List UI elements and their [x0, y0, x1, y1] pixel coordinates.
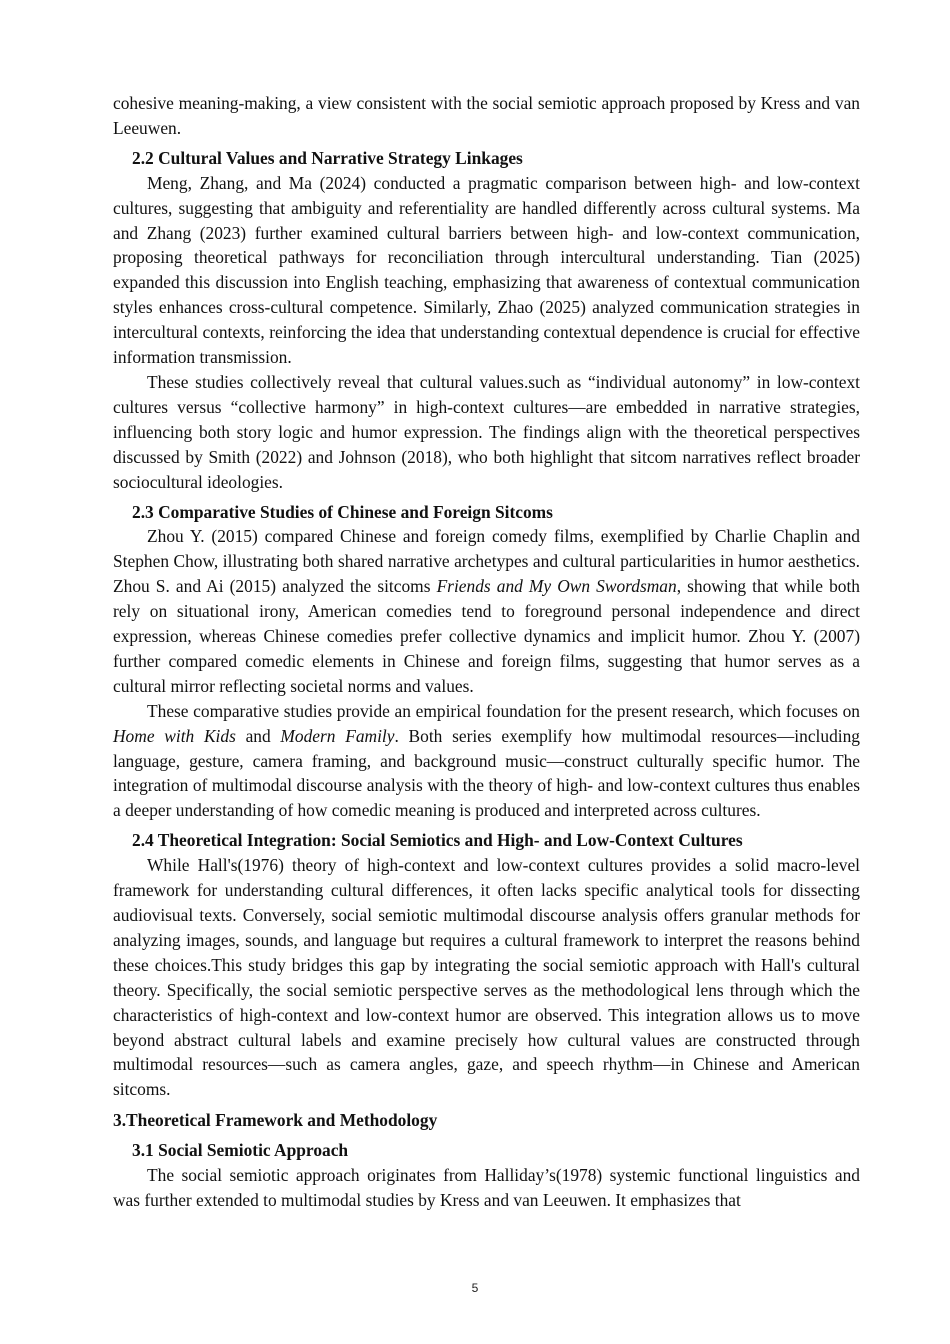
paper-body [113, 91, 860, 1213]
page-number: 5 [471, 1281, 479, 1295]
paragraph: While Hall's(1976) theory of high-context and low-context cultures provides a solid macro-level framework for understanding cultural differences, it often lacks specific analytical tools for dissecting audiovisual texts. Conversely, social semiotic multimodal discourse analysis offers granular methods for analyzing images, sounds, and language but requires a cultural framework to interpret the reasons behind these choices.This study bridges this gap by integrating the social semiotic approach with Hall's cultural theory. Specifically, the social semiotic perspective serves as the methodological lens through which the characteristics of high-context and low-context humor are observed. This integration allows us to move beyond abstract cultural labels and examine precisely how cultural values are constructed through multimodal resources—such as camera angles, gaze, and speech rhythm—in Chinese and American sitcoms. [113, 855, 860, 1100]
paragraph-continued: cohesive meaning-making, a view consistent with the social semiotic approach proposed by Kress and van Leeuwen. [113, 93, 860, 138]
section-heading-2-4: 2.4 Theoretical Integration: Social Semiotics and High- and Low-Context Cultures [132, 830, 743, 851]
paragraph [113, 699, 860, 824]
text-run: Zhou Y. (2015) compared Chinese and foreign comedy films, exemplified by Charlie Chaplin and Stephen Chow, illustrating both shared narrative archetypes and cultural particularities in humor aesthetics. Zhou S. and Ai (2015) analyzed the sitcoms [113, 526, 860, 597]
text-run: , showing that while both rely on situational irony, American comedies tend to foreground personal independence and direct expression, whereas Chinese comedies prefer collective dynamics and implicit humor. Zhou Y. (2007) further compared comedic elements in Chinese and foreign films, suggesting that humor serves as a cultural mirror reflecting societal norms and values. [113, 576, 860, 696]
paragraph [113, 524, 860, 698]
text-run: . Both series exemplify how multimodal resources—including language, gesture, camera framing, and background music—construct culturally specific humor. The integration of multimodal discourse analysis with the theory of high- and low-context cultures thus enables a deeper understanding of how comedic meaning is produced and interpreted across cultures. [113, 725, 860, 821]
paragraph: The social semiotic approach originates from Halliday’s(1978) systemic functional linguistics and was further extended to multimodal studies by Kress and van Leeuwen. It emphasizes that [113, 1165, 860, 1210]
sitcom-title: Friends and My Own Swordsman [436, 576, 677, 597]
paragraph: These studies collectively reveal that cultural values.such as “individual autonomy” in low-context cultures versus “collective harmony” in high-context cultures—are embedded in narrative strategies, influencing both story logic and humor expression. The findings align with the theoretical perspectives discussed by Smith (2022) and Johnson (2018), who both highlight that sitcom narratives reflect broader sociocultural ideologies. [113, 371, 860, 492]
paragraph: Meng, Zhang, and Ma (2024) conducted a pragmatic comparison between high- and low-context cultures, suggesting that ambiguity and referentiality are handled differently across cultural systems. Ma and Zhang (2023) further examined cultural barriers between high- and low-context communication, proposing theoretical pathways for reconciliation through intercultural understanding. Tian (2025) expanded this discussion into English teaching, emphasizing that awareness of contextual communication styles enhances cross-cultural competence. Similarly, Zhao (2025) analyzed communication strategies in intercultural contexts, reinforcing the idea that understanding contextual dependence is crucial for effective information transmission. [113, 172, 860, 368]
chapter-heading-3: 3.Theoretical Framework and Methodology [113, 1110, 438, 1131]
section-heading-2-2: 2.2 Cultural Values and Narrative Strategy Linkages [132, 147, 523, 168]
text-run: and [235, 725, 281, 746]
sitcom-title: Modern Family [280, 725, 395, 746]
section-heading-2-3: 2.3 Comparative Studies of Chinese and Foreign Sitcoms [132, 501, 553, 522]
section-heading-3-1: 3.1 Social Semiotic Approach [132, 1140, 349, 1161]
sitcom-title: Home with Kids [113, 725, 236, 746]
text-run: These comparative studies provide an empirical foundation for the present research, which focuses on [147, 700, 860, 721]
